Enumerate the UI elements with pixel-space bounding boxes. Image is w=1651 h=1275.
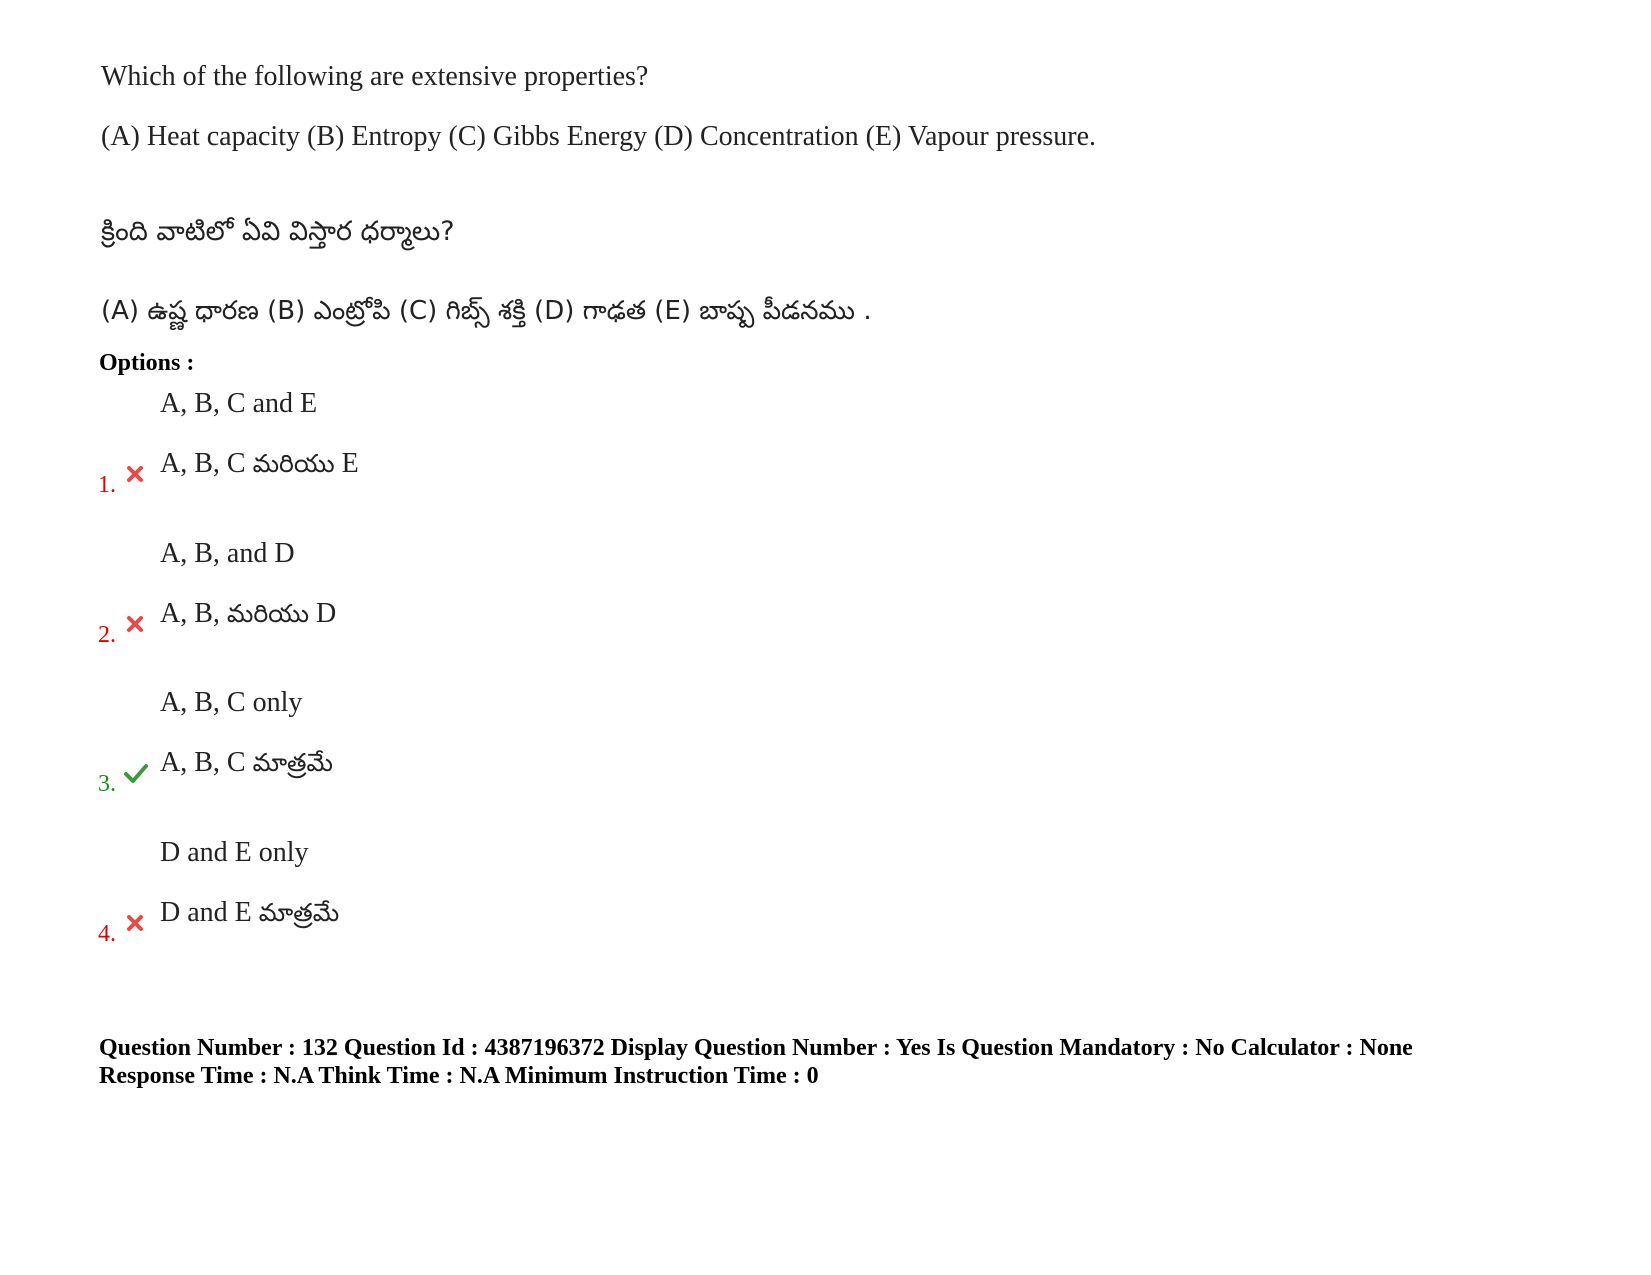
option-2-telugu-prefix: A, B,	[160, 598, 227, 629]
check-icon	[123, 762, 149, 784]
option-4-telugu-word: మాత్రమే	[258, 898, 340, 927]
question-metadata-line-1: Question Number : 132 Question Id : 4387196372 Display Question Number : Yes Is Question Mandatory : No Calculator : None	[99, 1035, 1413, 1061]
option-3	[0, 686, 900, 826]
question-choices-english: (A) Heat capacity (B) Entropy (C) Gibbs Energy (D) Concentration (E) Vapour pressure.	[101, 121, 1096, 152]
option-1-telugu-word: మరియు	[252, 449, 335, 478]
option-1-telugu	[160, 447, 359, 481]
option-2	[0, 537, 900, 677]
question-text-english: Which of the following are extensive properties?	[101, 61, 649, 92]
option-1-number: 1.	[98, 472, 116, 498]
option-4-telugu	[160, 896, 339, 930]
cross-icon	[124, 463, 146, 485]
question-metadata	[99, 1034, 1413, 1090]
option-3-english: A, B, C only	[160, 687, 303, 718]
options-label: Options :	[99, 350, 195, 376]
option-2-number: 2.	[98, 622, 116, 648]
option-4-english: D and E only	[160, 837, 309, 868]
option-2-telugu	[160, 597, 336, 631]
option-2-english: A, B, and D	[160, 538, 295, 569]
option-4-telugu-prefix: D and E	[160, 897, 259, 928]
cross-icon	[124, 912, 146, 934]
option-1-telugu-suffix: E	[334, 448, 359, 479]
option-1	[0, 387, 900, 527]
option-1-english: A, B, C and E	[160, 388, 318, 419]
cross-icon	[124, 613, 146, 635]
question-metadata-line-2: Response Time : N.A Think Time : N.A Minimum Instruction Time : 0	[99, 1063, 819, 1089]
option-1-telugu-prefix: A, B, C	[160, 448, 253, 479]
option-2-telugu-suffix: D	[308, 598, 337, 629]
option-2-telugu-word: మరియు	[226, 599, 309, 628]
option-3-telugu-word: మాత్రమే	[252, 748, 333, 777]
option-3-telugu	[160, 746, 333, 780]
option-4-number: 4.	[98, 921, 116, 947]
question-choices-telugu: (A) ఉష్ణ ధారణ (B) ఎంట్రోపి (C) గిబ్స్ శక్తి (D) గాఢత (E) బాష్ప పీడనము .	[101, 296, 872, 326]
option-3-number: 3.	[98, 771, 116, 797]
option-3-telugu-prefix: A, B, C	[160, 747, 253, 778]
question-text-telugu: క్రింది వాటిలో ఏవి విస్తార ధర్మాలు?	[101, 216, 455, 247]
option-4	[0, 836, 900, 976]
